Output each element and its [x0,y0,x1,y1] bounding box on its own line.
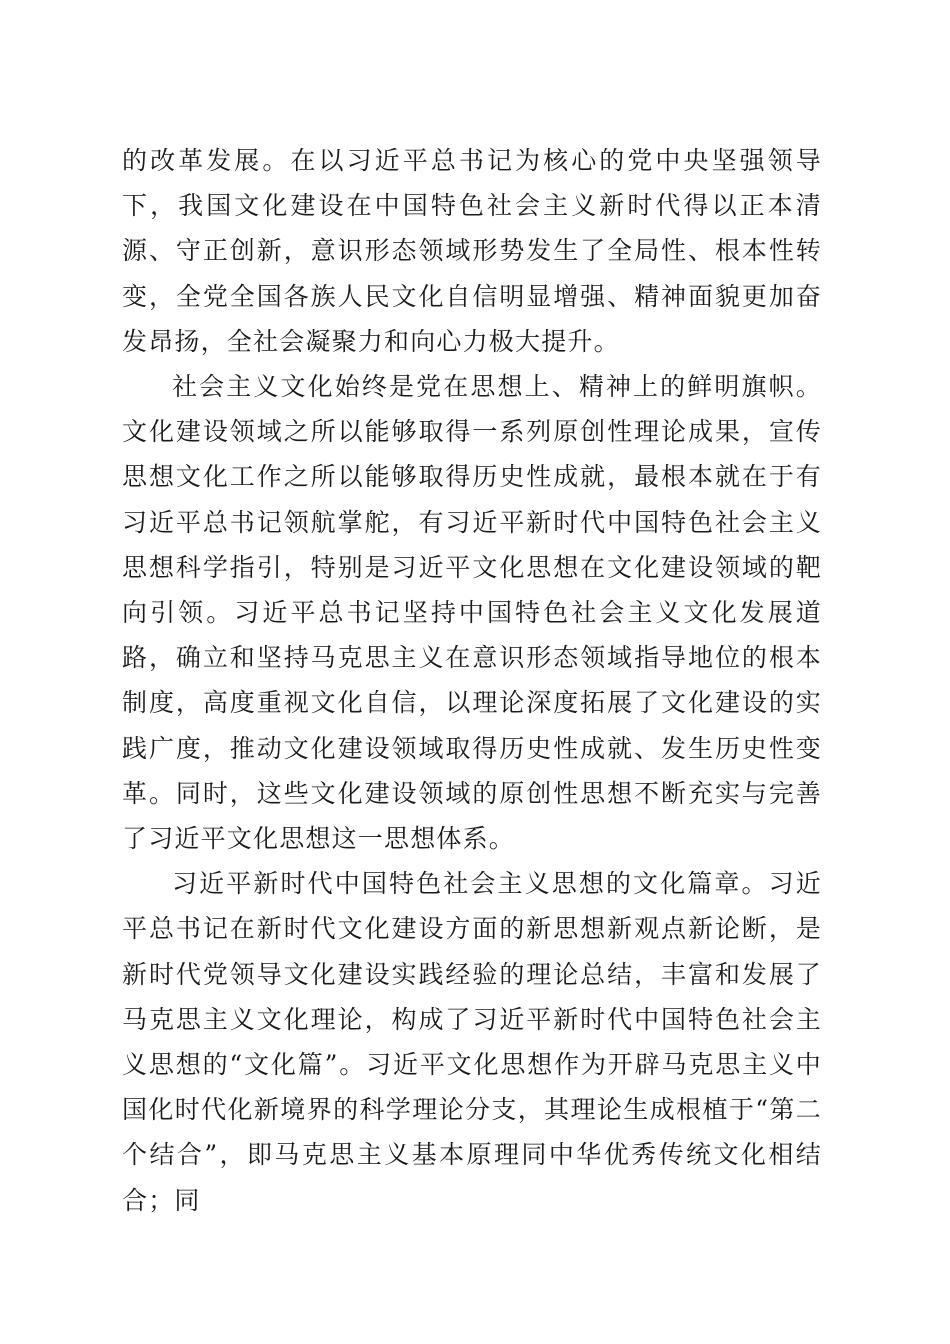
paragraph-2: 社会主义文化始终是党在思想上、精神上的鲜明旗帜。文化建设领域之所以能够取得一系列原创性理论成果，宣传思想文化工作之所以能够取得历史性成就，最根本就在于有习近平总书记领航掌舵，有习近平新时代中国特色社会主义思想科学指引，特别是习近平文化思想在文化建设领域的靶向引领。习近平总书记坚持中国特色社会主义文化发展道路，确立和坚持马克思主义在意识形态领域指导地位的根本制度，高度重视文化自信，以理论深度拓展了文化建设的实践广度，推动文化建设领域取得历史性成就、发生历史性变革。同时，这些文化建设领域的原创性思想不断充实与完善了习近平文化思想这一思想体系。 [122,372,822,854]
body-text [122,138,822,1223]
paragraph-1: 的改革发展。在以习近平总书记为核心的党中央坚强领导下，我国文化建设在中国特色社会主义新时代得以正本清源、守正创新，意识形态领域形势发生了全局性、根本性转变，全党全国各族人民文化自信明显增强、精神面貌更加奋发昂扬，全社会凝聚力和向心力极大提升。 [122,146,822,356]
paragraph-3: 习近平新时代中国特色社会主义思想的文化篇章。习近平总书记在新时代文化建设方面的新思想新观点新论断，是新时代党领导文化建设实践经验的理论总结，丰富和发展了马克思主义文化理论，构成了习近平新时代中国特色社会主义思想的“文化篇”。习近平文化思想作为开辟马克思主义中国化时代化新境界的科学理论分支，其理论生成根植于“第二个结合”，即马克思主义基本原理同中华优秀传统文化相结合；同 [122,869,822,1215]
